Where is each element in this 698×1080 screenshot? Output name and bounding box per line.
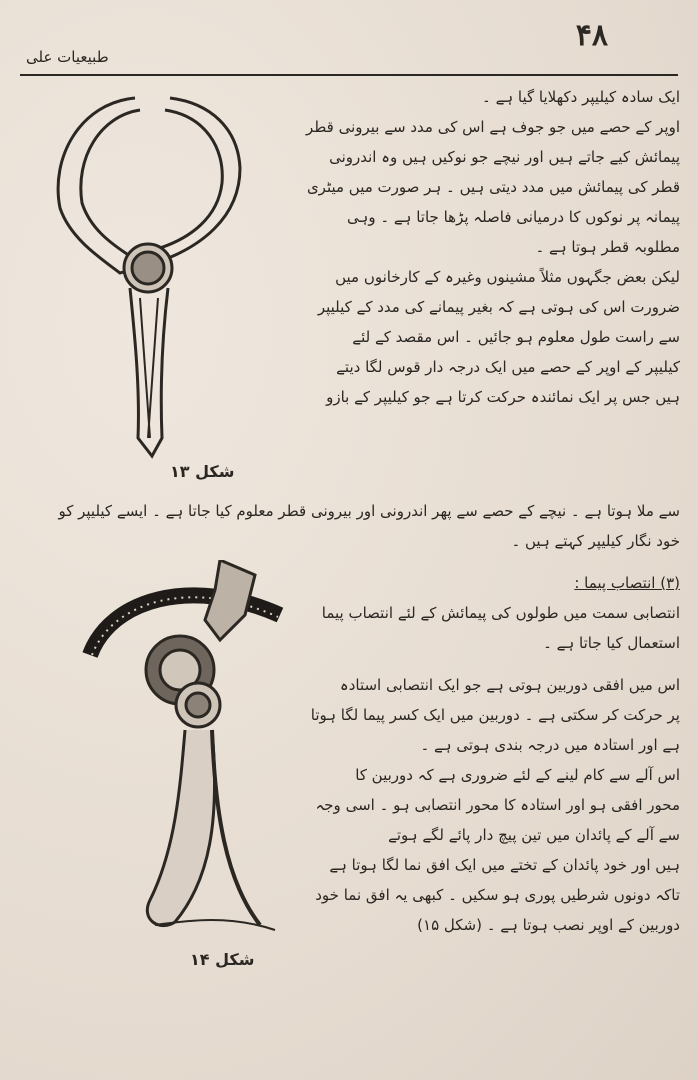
section-heading: (۳) انتصاب پیما : (574, 574, 680, 592)
header-rule (20, 74, 678, 76)
text-line: اس میں افقی دوربین ہوتی ہے جو ایک انتصابی استادہ (339, 676, 680, 694)
text-line: پیمائش کیے جاتے ہیں اور نیچے جو نوکیں ہیں وہ اندرونی (329, 148, 680, 166)
figure-14-caption: شکل ۱۴ (190, 950, 255, 969)
figure-14-arc-caliper (80, 560, 300, 950)
text-line: سے راست طول معلوم ہو جائیں ۔ اس مقصد کے لئے (352, 328, 680, 346)
text-line: ایک سادہ کیلیپر دکھلایا گیا ہے ۔ (482, 88, 680, 106)
text-line: اس آلے سے کام لینے کے لئے ضروری ہے کہ دوربین کا (355, 766, 680, 784)
text-line: قطر کی پیمائش میں مدد دیتی ہیں ۔ ہر صورت میں میٹری (306, 178, 680, 196)
figure-13-caption: شکل ۱۳ (170, 462, 235, 481)
text-line: انتصابی سمت میں طولوں کی پیمائش کے لئے انتصاب پیما (321, 604, 680, 622)
text-line: تاکہ دونوں شرطیں پوری ہو سکیں ۔ کبھی یہ افق نما خود (315, 886, 680, 904)
text-line: ضرورت اس کی ہوتی ہے کہ بغیر پیمانے کی مدد کے کیلیپر (317, 298, 680, 316)
text-line: پیمانہ پر نوکوں کا درمیانی فاصلہ پڑھا جاتا ہے ۔ وہی (347, 208, 680, 226)
text-line: محور افقی ہو اور استادہ کا محور انتصابی ہو ۔ اسی وجہ (315, 796, 680, 814)
text-line: پر حرکت کر سکتی ہے ۔ دوربین میں ایک کسر پیما لگا ہوتا (310, 706, 680, 724)
text-line: دوربین کے اوپر نصب ہوتا ہے ۔ (شکل ۱۵) (417, 916, 680, 934)
paragraph-1 (260, 82, 680, 412)
text-line: ہے اور استادہ میں درجہ بندی ہوتی ہے ۔ (420, 736, 680, 754)
section-3 (280, 568, 680, 940)
text-line: مطلوبہ قطر ہوتا ہے ۔ (535, 238, 680, 256)
paragraph-1-continuation (20, 412, 680, 556)
page-number: ۴۸ (575, 18, 608, 53)
text-line: خود نگار کیلیپر کہتے ہیں ۔ (511, 532, 680, 550)
running-title: طبیعیات علی (26, 48, 109, 66)
page-header (20, 18, 678, 78)
text-line: استعمال کیا جاتا ہے ۔ (543, 634, 680, 652)
text-line: اوپر کے حصے میں جو جوف ہے اس کی مدد سے بیرونی قطر (306, 118, 680, 136)
text-line: سے آلے کے پائدان میں تین پیچ دار پائے لگے ہوتے (388, 826, 680, 844)
text-line: ہیں اور خود پائدان کے تختے میں ایک افق نما لگا ہوتا ہے (329, 856, 680, 874)
text-line: کیلیپر کے اوپر کے حصے میں ایک درجہ دار قوس لگا دیتے (336, 358, 680, 376)
text-line: ہیں جس پر ایک نمائندہ حرکت کرتا ہے جو کیلیپر کے بازو (326, 388, 680, 406)
text-line: لیکن بعض جگہوں مثلاً مشینوں وغیرہ کے کارخانوں میں (335, 268, 680, 286)
text-line: سے ملا ہوتا ہے ۔ نیچے کے حصے سے پھر اندرونی اور بیرونی قطر معلوم کیا جاتا ہے ۔ ایسے کیلیپر کو (58, 502, 680, 520)
figure-13-caliper (40, 88, 260, 468)
